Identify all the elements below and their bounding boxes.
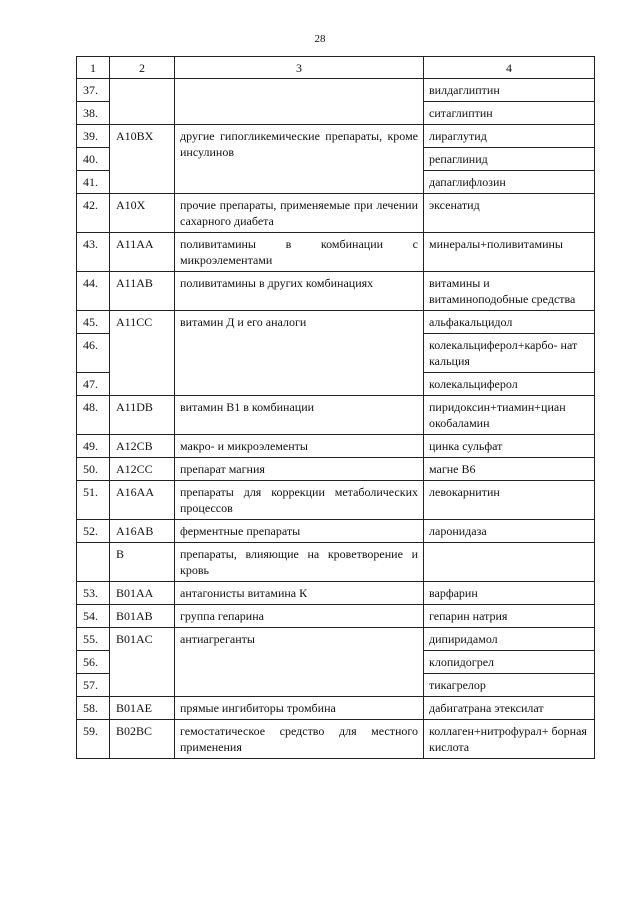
- drug-name: минералы+поливитамины: [424, 233, 595, 272]
- table-row: [77, 435, 595, 458]
- table-row: [77, 272, 595, 311]
- atc-code: A16AB: [110, 520, 175, 543]
- drug-table: [76, 56, 595, 759]
- row-number: 56.: [77, 651, 110, 674]
- row-number: 38.: [77, 102, 110, 125]
- group-name: ферментные препараты: [175, 520, 424, 543]
- row-number: 39.: [77, 125, 110, 148]
- atc-code: A11CC: [110, 311, 175, 396]
- atc-code: A12CB: [110, 435, 175, 458]
- table-row: [77, 311, 595, 334]
- group-name: витамин Д и его аналоги: [175, 311, 424, 396]
- row-number: 44.: [77, 272, 110, 311]
- atc-code: B01AC: [110, 628, 175, 697]
- drug-name: вилдаглиптин: [424, 79, 595, 102]
- atc-code: A10X: [110, 194, 175, 233]
- table-row: [77, 605, 595, 628]
- table-body: [77, 79, 595, 759]
- drug-name: [424, 543, 595, 582]
- atc-code: B01AB: [110, 605, 175, 628]
- drug-name: гепарин натрия: [424, 605, 595, 628]
- group-name: препараты, влияющие на кроветворение и кровь: [175, 543, 424, 582]
- atc-code: A11AB: [110, 272, 175, 311]
- row-number: 49.: [77, 435, 110, 458]
- table-row: [77, 125, 595, 148]
- row-number: 55.: [77, 628, 110, 651]
- row-number: 40.: [77, 148, 110, 171]
- group-name: препараты для коррекции метаболических процессов: [175, 481, 424, 520]
- row-number: 51.: [77, 481, 110, 520]
- row-number: 37.: [77, 79, 110, 102]
- drug-name: колекальциферол+карбо- нат кальция: [424, 334, 595, 373]
- row-number: 58.: [77, 697, 110, 720]
- header-row: [77, 57, 595, 79]
- group-name: поливитамины в комбинации с микроэлементами: [175, 233, 424, 272]
- table-row: [77, 697, 595, 720]
- drug-name: цинка сульфат: [424, 435, 595, 458]
- drug-name: дабигатрана этексилат: [424, 697, 595, 720]
- drug-name: лираглутид: [424, 125, 595, 148]
- row-number: 54.: [77, 605, 110, 628]
- table-row: [77, 458, 595, 481]
- group-name: поливитамины в других комбинациях: [175, 272, 424, 311]
- atc-code: A11DB: [110, 396, 175, 435]
- drug-name: варфарин: [424, 582, 595, 605]
- drug-name: витамины и витаминоподобные средства: [424, 272, 595, 311]
- drug-name: коллаген+нитрофурал+ борная кислота: [424, 720, 595, 759]
- atc-code: B02BC: [110, 720, 175, 759]
- table-row: [77, 582, 595, 605]
- row-number: [77, 543, 110, 582]
- table-row: [77, 79, 595, 102]
- table-row: [77, 543, 595, 582]
- row-number: 52.: [77, 520, 110, 543]
- atc-code: A12CC: [110, 458, 175, 481]
- header-cell-4: 4: [424, 57, 595, 79]
- row-number: 46.: [77, 334, 110, 373]
- atc-code: A10BX: [110, 125, 175, 194]
- group-name: группа гепарина: [175, 605, 424, 628]
- row-number: 59.: [77, 720, 110, 759]
- drug-name: левокарнитин: [424, 481, 595, 520]
- drug-name: ларонидаза: [424, 520, 595, 543]
- header-cell-3: 3: [175, 57, 424, 79]
- group-name: прямые ингибиторы тромбина: [175, 697, 424, 720]
- drug-name: репаглинид: [424, 148, 595, 171]
- table-row: [77, 396, 595, 435]
- group-name: макро- и микроэлементы: [175, 435, 424, 458]
- drug-name: дапаглифлозин: [424, 171, 595, 194]
- drug-name: дипиридамол: [424, 628, 595, 651]
- group-name: антагонисты витамина К: [175, 582, 424, 605]
- header-cell-2: 2: [110, 57, 175, 79]
- row-number: 57.: [77, 674, 110, 697]
- row-number: 42.: [77, 194, 110, 233]
- drug-name: альфакальцидол: [424, 311, 595, 334]
- row-number: 45.: [77, 311, 110, 334]
- group-name: [175, 79, 424, 125]
- group-name: прочие препараты, применяемые при лечении сахарного диабета: [175, 194, 424, 233]
- table-row: [77, 720, 595, 759]
- table-row: [77, 628, 595, 651]
- page-number: 28: [314, 33, 326, 45]
- atc-code: [110, 79, 175, 125]
- atc-code: B: [110, 543, 175, 582]
- drug-name: колекальциферол: [424, 373, 595, 396]
- atc-code: A11AA: [110, 233, 175, 272]
- table-row: [77, 194, 595, 233]
- drug-name: ситаглиптин: [424, 102, 595, 125]
- group-name: препарат магния: [175, 458, 424, 481]
- drug-name: магне B6: [424, 458, 595, 481]
- atc-code: B01AE: [110, 697, 175, 720]
- group-name: другие гипогликемические препараты, кроме инсулинов: [175, 125, 424, 194]
- row-number: 48.: [77, 396, 110, 435]
- drug-name: пиридоксин+тиамин+циан окобаламин: [424, 396, 595, 435]
- group-name: витамин B1 в комбинации: [175, 396, 424, 435]
- row-number: 50.: [77, 458, 110, 481]
- group-name: гемостатическое средство для местного применения: [175, 720, 424, 759]
- atc-code: A16AA: [110, 481, 175, 520]
- group-name: антиагреганты: [175, 628, 424, 697]
- drug-name: эксенатид: [424, 194, 595, 233]
- header-cell-1: 1: [77, 57, 110, 79]
- row-number: 53.: [77, 582, 110, 605]
- drug-name: клопидогрел: [424, 651, 595, 674]
- table-row: [77, 481, 595, 520]
- row-number: 47.: [77, 373, 110, 396]
- table-row: [77, 233, 595, 272]
- row-number: 41.: [77, 171, 110, 194]
- table-row: [77, 520, 595, 543]
- drug-name: тикагрелор: [424, 674, 595, 697]
- atc-code: B01AA: [110, 582, 175, 605]
- row-number: 43.: [77, 233, 110, 272]
